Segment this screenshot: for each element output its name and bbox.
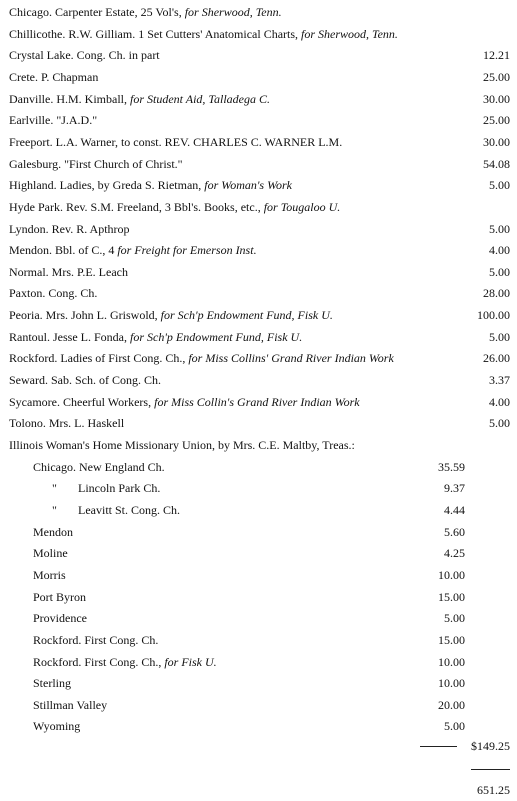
entry-description: [9, 394, 360, 410]
union-item-row: [0, 502, 517, 518]
union-item-amount: 5.60: [444, 524, 465, 539]
union-item-description: [33, 654, 217, 670]
union-item-amount: 10.00: [438, 567, 465, 582]
union-item-description: [33, 697, 107, 713]
grand-total-row: [0, 782, 517, 798]
union-item-amount: 10.00: [438, 654, 465, 669]
entry-row: [0, 4, 517, 20]
union-item-text: Stillman Valley: [33, 697, 108, 712]
entry-row: [0, 415, 517, 431]
grand-total-amount: 651.25: [477, 783, 510, 797]
entry-amount: 100.00: [477, 308, 510, 323]
union-item-purpose: for Fisk U.: [164, 654, 217, 669]
union-item-description: [33, 567, 66, 583]
union-item-row: [0, 697, 517, 713]
union-total-amount: $149.25: [471, 739, 510, 753]
union-item-text: Leavitt St. Cong. Ch.: [78, 502, 180, 517]
entry-row: [0, 47, 517, 63]
union-item-text: Sterling: [33, 676, 71, 691]
entry-purpose: for Sch'p Endowment Fund, Fisk U.: [160, 308, 333, 323]
union-item-text: Lincoln Park Ch.: [78, 481, 161, 496]
entry-amount: 3.37: [489, 373, 510, 388]
entry-row: [0, 394, 517, 410]
union-item-row: [0, 480, 517, 496]
union-item-description: [33, 675, 71, 691]
entry-amount: 26.00: [483, 351, 510, 366]
union-item-description: [33, 589, 86, 605]
entry-text: Lyndon. Rev. R. Apthrop: [9, 221, 130, 236]
entry-amount: 5.00: [489, 178, 510, 193]
entry-row: [0, 437, 517, 453]
union-item-row: [0, 675, 517, 691]
ditto-mark: ": [52, 502, 57, 517]
entry-description: [9, 221, 130, 237]
entry-amount: 5.00: [489, 329, 510, 344]
union-item-row: [0, 632, 517, 648]
union-item-amount: 4.25: [444, 546, 465, 561]
entry-amount: 25.00: [483, 69, 510, 84]
entry-text: Earlville. "J.A.D.": [9, 113, 98, 128]
union-item-description: [33, 459, 165, 475]
union-item-amount: 5.00: [444, 719, 465, 734]
entry-description: [9, 112, 97, 128]
union-item-description: [33, 524, 73, 540]
entry-row: [0, 156, 517, 172]
entry-amount: 5.00: [489, 416, 510, 431]
entry-purpose: for Tougaloo U.: [263, 199, 341, 214]
union-item-amount: 15.00: [438, 589, 465, 604]
entry-row: [0, 329, 517, 345]
union-item-row: [0, 545, 517, 561]
union-item-description: [33, 718, 80, 734]
entry-description: [9, 264, 128, 280]
entry-text: Rockford. Ladies of First Cong. Ch.,: [9, 351, 189, 366]
union-item-description: [33, 632, 158, 648]
entry-row: [0, 91, 517, 107]
union-item-description: [78, 480, 160, 496]
entry-row: [0, 112, 517, 128]
entry-text: Mendon. Bbl. of C., 4: [9, 243, 118, 258]
entry-description: [9, 350, 394, 366]
entry-purpose: for Sherwood, Tenn.: [301, 26, 398, 41]
entry-purpose: for Miss Collins' Grand River Indian Work: [188, 351, 394, 366]
entry-text: Danville. H.M. Kimball,: [9, 91, 130, 106]
entry-description: [9, 199, 340, 215]
entry-description: [9, 69, 98, 85]
entry-amount: 54.08: [483, 156, 510, 171]
union-item-row: [0, 718, 517, 734]
entry-description: [9, 372, 161, 388]
union-item-text: Rockford. First Cong. Ch.: [33, 632, 159, 647]
entry-text: Normal. Mrs. P.E. Leach: [9, 264, 128, 279]
entry-text: Seward. Sab. Sch. of Cong. Ch.: [9, 373, 161, 388]
entry-description: [9, 91, 270, 107]
entry-row: [0, 372, 517, 388]
union-item-row: [0, 459, 517, 475]
union-item-amount: 10.00: [438, 676, 465, 691]
entry-text: Chillicothe. R.W. Gilliam. 1 Set Cutters' Anatomical Charts,: [9, 26, 302, 41]
entry-row: [0, 26, 517, 42]
entry-purpose: for Woman's Work: [204, 178, 292, 193]
union-item-text: Morris: [33, 567, 66, 582]
entry-amount: 30.00: [483, 91, 510, 106]
entry-row: [0, 350, 517, 366]
union-item-text: Moline: [33, 546, 68, 561]
entry-description: [9, 437, 355, 453]
entry-description: [9, 47, 160, 63]
union-item-amount: 4.44: [444, 502, 465, 517]
entry-row: [0, 221, 517, 237]
entry-purpose: for Sch'p Endowment Fund, Fisk U.: [130, 329, 303, 344]
entry-text: Sycamore. Cheerful Workers,: [9, 394, 155, 409]
entry-text: Paxton. Cong. Ch.: [9, 286, 98, 301]
union-item-text: Port Byron: [33, 589, 87, 604]
union-total-row: [0, 738, 517, 754]
entry-amount: 5.00: [489, 221, 510, 236]
entry-description: [9, 26, 398, 42]
entry-row: [0, 177, 517, 193]
union-item-row: [0, 524, 517, 540]
entry-amount: 30.00: [483, 134, 510, 149]
entry-amount: 12.21: [483, 48, 510, 63]
grand-total-rule: [471, 769, 510, 770]
union-item-row: [0, 589, 517, 605]
entry-purpose: for Sherwood, Tenn.: [184, 5, 282, 19]
entry-description: [9, 329, 302, 345]
entry-description: [9, 156, 183, 172]
union-item-amount: 5.00: [444, 611, 465, 626]
entry-description: [9, 415, 124, 431]
entry-description: [9, 177, 292, 193]
entry-amount: 4.00: [489, 394, 510, 409]
entry-row: [0, 69, 517, 85]
entry-row: [0, 134, 517, 150]
entry-purpose: for Freight for Emerson Inst.: [117, 243, 257, 258]
union-item-row: [0, 654, 517, 670]
entry-text: Crete. P. Chapman: [9, 69, 99, 84]
entry-purpose: for Student Aid, Talladega C.: [129, 91, 270, 106]
union-item-amount: 15.00: [438, 632, 465, 647]
union-item-description: [33, 610, 87, 626]
union-item-text: Rockford. First Cong. Ch.,: [33, 654, 165, 669]
entry-text: Tolono. Mrs. L. Haskell: [9, 416, 125, 431]
entry-text: Hyde Park. Rev. S.M. Freeland, 3 Bbl's. Books, etc.,: [9, 199, 264, 214]
union-item-row: [0, 567, 517, 583]
entry-text: Crystal Lake. Cong. Ch. in part: [9, 48, 160, 63]
entry-text: Peoria. Mrs. John L. Griswold,: [9, 308, 161, 323]
entry-text: Galesburg. "First Church of Christ.": [9, 156, 183, 171]
union-item-description: [33, 545, 68, 561]
entry-description: [9, 4, 282, 20]
entry-row: [0, 242, 517, 258]
entry-amount: 4.00: [489, 243, 510, 258]
union-item-description: [78, 502, 180, 518]
union-item-text: Mendon: [33, 524, 73, 539]
entry-description: [9, 242, 257, 258]
union-item-amount: 20.00: [438, 697, 465, 712]
entry-amount: 5.00: [489, 264, 510, 279]
entry-text: Chicago. Carpenter Estate, 25 Vol's,: [9, 5, 185, 19]
entry-description: [9, 285, 97, 301]
entry-text: Rantoul. Jesse L. Fonda,: [9, 329, 130, 344]
entry-description: [9, 134, 342, 150]
entry-row: [0, 307, 517, 323]
entry-text: Highland. Ladies, by Greda S. Rietman,: [9, 178, 205, 193]
union-item-text: Wyoming: [33, 719, 81, 734]
entry-description: [9, 307, 333, 323]
union-item-amount: 35.59: [438, 459, 465, 474]
entry-row: [0, 285, 517, 301]
ditto-mark: ": [52, 481, 57, 496]
union-item-amount: 9.37: [444, 481, 465, 496]
entry-amount: 25.00: [483, 113, 510, 128]
entry-text: Freeport. L.A. Warner, to const. REV. CHARLES C. WARNER L.M.: [9, 134, 343, 149]
entry-row: [0, 264, 517, 280]
entry-row: [0, 199, 517, 215]
entry-text: Illinois Woman's Home Missionary Union, by Mrs. C.E. Maltby, Treas.:: [9, 438, 355, 452]
entry-amount: 28.00: [483, 286, 510, 301]
union-item-row: [0, 610, 517, 626]
union-item-text: Chicago. New England Ch.: [33, 459, 165, 474]
union-item-text: Providence: [33, 611, 87, 626]
entry-purpose: for Miss Collin's Grand River Indian Work: [154, 394, 360, 409]
